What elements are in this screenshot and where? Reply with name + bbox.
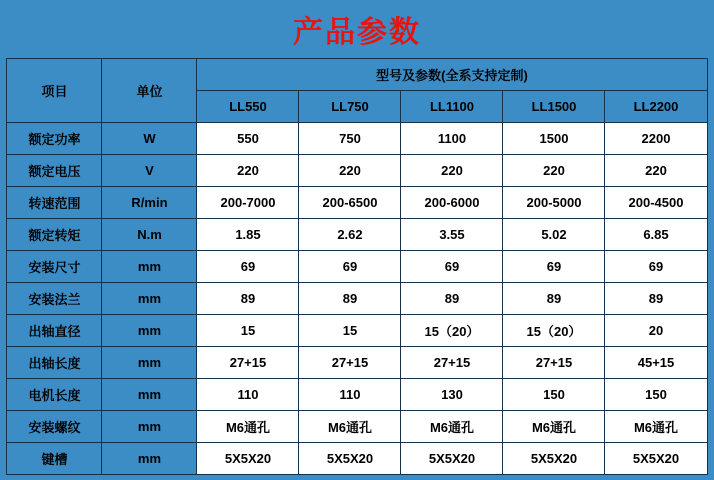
cell-value: 5X5X20 [299, 443, 401, 475]
row-label: 键槽 [7, 443, 102, 475]
title-bar [0, 0, 714, 58]
row-unit: mm [102, 379, 197, 411]
cell-value: 2.62 [299, 219, 401, 251]
cell-value: 27+15 [401, 347, 503, 379]
cell-value: 110 [197, 379, 299, 411]
cell-value: M6通孔 [401, 411, 503, 443]
cell-value: 27+15 [197, 347, 299, 379]
header-model-0: LL550 [197, 91, 299, 123]
row-unit: mm [102, 443, 197, 475]
cell-value: 5X5X20 [401, 443, 503, 475]
cell-value: 200-7000 [197, 187, 299, 219]
cell-value: 3.55 [401, 219, 503, 251]
row-unit: N.m [102, 219, 197, 251]
cell-value: 89 [197, 283, 299, 315]
cell-value: M6通孔 [503, 411, 605, 443]
table-header [7, 59, 707, 123]
cell-value: 15（20） [503, 315, 605, 347]
row-label: 出轴直径 [7, 315, 102, 347]
cell-value: 27+15 [299, 347, 401, 379]
table-row [7, 251, 707, 283]
header-row-group [7, 59, 707, 91]
cell-value: 20 [605, 315, 707, 347]
specification-table [6, 58, 707, 475]
table-row [7, 219, 707, 251]
row-label: 转速范围 [7, 187, 102, 219]
cell-value: 89 [299, 283, 401, 315]
cell-value: 1500 [503, 123, 605, 155]
row-unit: mm [102, 347, 197, 379]
table-row [7, 347, 707, 379]
row-label: 电机长度 [7, 379, 102, 411]
cell-value: 150 [605, 379, 707, 411]
cell-value: 110 [299, 379, 401, 411]
row-label: 出轴长度 [7, 347, 102, 379]
table-row [7, 443, 707, 475]
cell-value: M6通孔 [605, 411, 707, 443]
row-unit: mm [102, 283, 197, 315]
cell-value: 750 [299, 123, 401, 155]
row-unit: mm [102, 251, 197, 283]
row-unit: R/min [102, 187, 197, 219]
row-label: 额定电压 [7, 155, 102, 187]
table-row [7, 123, 707, 155]
table-row [7, 283, 707, 315]
cell-value: 150 [503, 379, 605, 411]
row-unit: W [102, 123, 197, 155]
cell-value: 15 [299, 315, 401, 347]
cell-value: 6.85 [605, 219, 707, 251]
row-label: 安装尺寸 [7, 251, 102, 283]
cell-value: 1.85 [197, 219, 299, 251]
cell-value: 1100 [401, 123, 503, 155]
row-label: 额定功率 [7, 123, 102, 155]
header-model-2: LL1100 [401, 91, 503, 123]
header-model-3: LL1500 [503, 91, 605, 123]
cell-value: 89 [605, 283, 707, 315]
cell-value: 69 [503, 251, 605, 283]
cell-value: 69 [197, 251, 299, 283]
cell-value: M6通孔 [299, 411, 401, 443]
cell-value: 5X5X20 [503, 443, 605, 475]
cell-value: 2200 [605, 123, 707, 155]
cell-value: 220 [299, 155, 401, 187]
cell-value: 200-4500 [605, 187, 707, 219]
cell-value: 5X5X20 [197, 443, 299, 475]
row-label: 安装法兰 [7, 283, 102, 315]
cell-value: 89 [503, 283, 605, 315]
cell-value: 89 [401, 283, 503, 315]
header-unit: 单位 [102, 59, 197, 123]
row-label: 安装螺纹 [7, 411, 102, 443]
page-title: 产品参数 [293, 16, 421, 49]
table-row [7, 187, 707, 219]
table-row [7, 379, 707, 411]
cell-value: M6通孔 [197, 411, 299, 443]
cell-value: 69 [605, 251, 707, 283]
header-models-group: 型号及参数(全系支持定制) [197, 59, 707, 91]
cell-value: 200-6000 [401, 187, 503, 219]
table-row [7, 315, 707, 347]
table-body [7, 123, 707, 475]
cell-value: 69 [401, 251, 503, 283]
cell-value: 200-6500 [299, 187, 401, 219]
cell-value: 220 [197, 155, 299, 187]
cell-value: 220 [605, 155, 707, 187]
cell-value: 200-5000 [503, 187, 605, 219]
cell-value: 220 [503, 155, 605, 187]
header-model-1: LL750 [299, 91, 401, 123]
row-label: 额定转矩 [7, 219, 102, 251]
cell-value: 550 [197, 123, 299, 155]
cell-value: 15（20） [401, 315, 503, 347]
row-unit: mm [102, 411, 197, 443]
cell-value: 220 [401, 155, 503, 187]
header-item: 项目 [7, 59, 102, 123]
table-row [7, 411, 707, 443]
header-model-4: LL2200 [605, 91, 707, 123]
cell-value: 130 [401, 379, 503, 411]
cell-value: 27+15 [503, 347, 605, 379]
row-unit: V [102, 155, 197, 187]
table-row [7, 155, 707, 187]
cell-value: 15 [197, 315, 299, 347]
cell-value: 5X5X20 [605, 443, 707, 475]
row-unit: mm [102, 315, 197, 347]
cell-value: 5.02 [503, 219, 605, 251]
cell-value: 45+15 [605, 347, 707, 379]
cell-value: 69 [299, 251, 401, 283]
